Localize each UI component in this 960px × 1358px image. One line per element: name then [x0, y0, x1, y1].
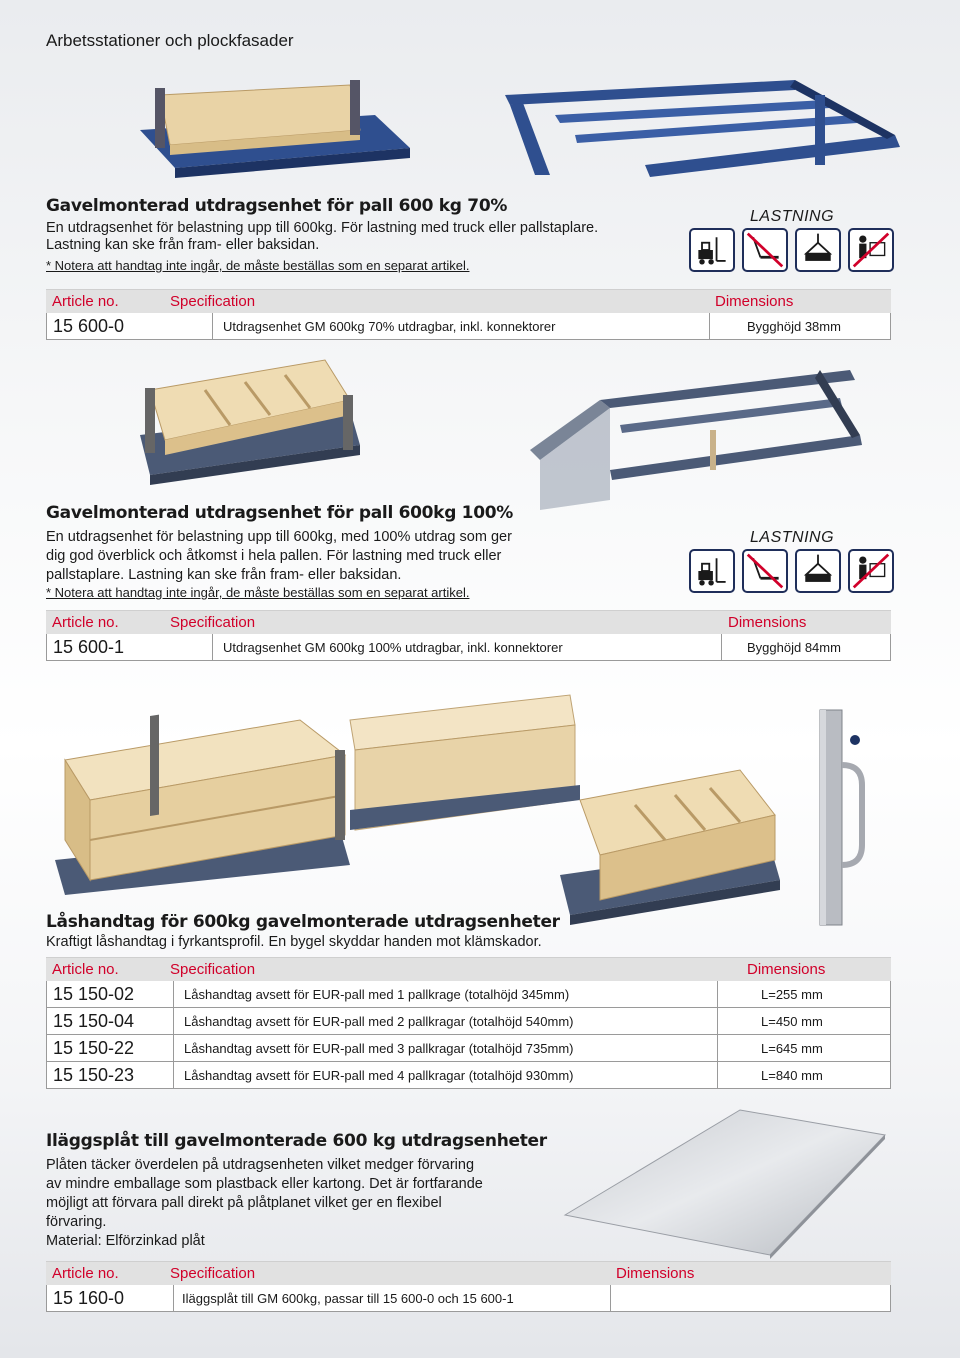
product-image-slide-100: [125, 350, 375, 490]
product-image-lock-handle: [810, 705, 870, 935]
table-row: 15 150-22 Låshandtag avsett för EUR-pall med 3 pallkragar (totalhöjd 735mm) L=645 mm: [46, 1035, 891, 1062]
section-description: Plåten täcker överdelen på utdragsenheten vilket medger förvaring av mindre emballage som plastback eller kartong. Det är fortfarande möjligt att förvara pall direkt på plåtplanet vilket ger en flexibel förvaring. Material: Elförzinkad plåt: [46, 1157, 483, 1249]
product-image-frame-70: [495, 75, 910, 185]
table-row: 15 150-23 Låshandtag avsett för EUR-pall med 4 pallkragar (totalhöjd 930mm) L=840 mm: [46, 1062, 891, 1089]
crane-lift-icon: [795, 549, 841, 593]
page-header: Arbetsstationer och plockfasader: [46, 31, 294, 50]
article-table-3: [46, 957, 891, 1089]
section-description: En utdragsenhet för belastning upp till 600kg. För lastning med truck eller pallstaplare. Lastning kan ske från fram- eller baksidan.: [46, 220, 599, 253]
table-row: 15 150-04 Låshandtag avsett för EUR-pall med 2 pallkragar (totalhöjd 540mm) L=450 mm: [46, 1008, 891, 1035]
product-image-frame-100: [520, 360, 870, 510]
section-description: En utdragsenhet för belastning upp till 600kg, med 100% utdrag som ger dig god överblick och åtkomst i hela pallen. För lastning med truck eller pallstaplare. Lastning kan ske från fram- eller baksidan.: [46, 529, 512, 583]
no-manual-loading-icon: [848, 228, 894, 272]
no-manual-loading-icon: [848, 549, 894, 593]
article-table-4: [46, 1261, 891, 1312]
table-header: Article no. Specification Dimensions: [46, 289, 891, 313]
no-pallet-jack-icon: [742, 549, 788, 593]
lastning-label: LASTNING: [750, 208, 835, 225]
table-header: Article no. Specification Dimensions: [46, 610, 891, 634]
handle-note: * Notera att handtag inte ingår, de måste beställas som en separat artikel.: [46, 585, 470, 600]
product-image-cover-plate: [560, 1105, 890, 1260]
section-title: Iläggsplåt till gavelmonterade 600 kg utdragsenheter: [46, 1131, 547, 1151]
article-table-1: [46, 289, 891, 340]
table-row: 15 160-0 Iläggsplåt till GM 600kg, passar till 15 600-0 och 15 600-1: [46, 1285, 891, 1312]
section-title: Gavelmonterad utdragsenhet för pall 600kg 100%: [46, 503, 513, 523]
lastning-label: LASTNING: [750, 529, 835, 546]
handle-note: * Notera att handtag inte ingår, de måste beställas som en separat artikel.: [46, 258, 470, 273]
table-header: Article no. Specification Dimensions: [46, 957, 891, 981]
section-description: Kraftigt låshandtag i fyrkantsprofil. En bygel skyddar handen mot klämskador.: [46, 934, 542, 950]
table-header: Article no. Specification Dimensions: [46, 1261, 891, 1285]
forklift-icon: [689, 549, 735, 593]
table-row: 15 600-0 Utdragsenhet GM 600kg 70% utdragbar, inkl. konnektorer Bygghöjd 38mm: [46, 313, 891, 340]
no-pallet-jack-icon: [742, 228, 788, 272]
forklift-icon: [689, 228, 735, 272]
section-title: Låshandtag för 600kg gavelmonterade utdragsenheter: [46, 912, 560, 932]
section-title: Gavelmonterad utdragsenhet för pall 600 kg 70%: [46, 196, 508, 216]
table-row: 15 600-1 Utdragsenhet GM 600kg 100% utdragbar, inkl. konnektorer Bygghöjd 84mm: [46, 634, 891, 661]
article-table-2: [46, 610, 891, 661]
product-image-slide-70: [120, 70, 460, 180]
product-image-slide-extended: [555, 760, 805, 930]
table-row: 15 150-02 Låshandtag avsett för EUR-pall med 1 pallkrage (totalhöjd 345mm) L=255 mm: [46, 981, 891, 1008]
crane-lift-icon: [795, 228, 841, 272]
product-image-collar-stack: [50, 690, 580, 900]
